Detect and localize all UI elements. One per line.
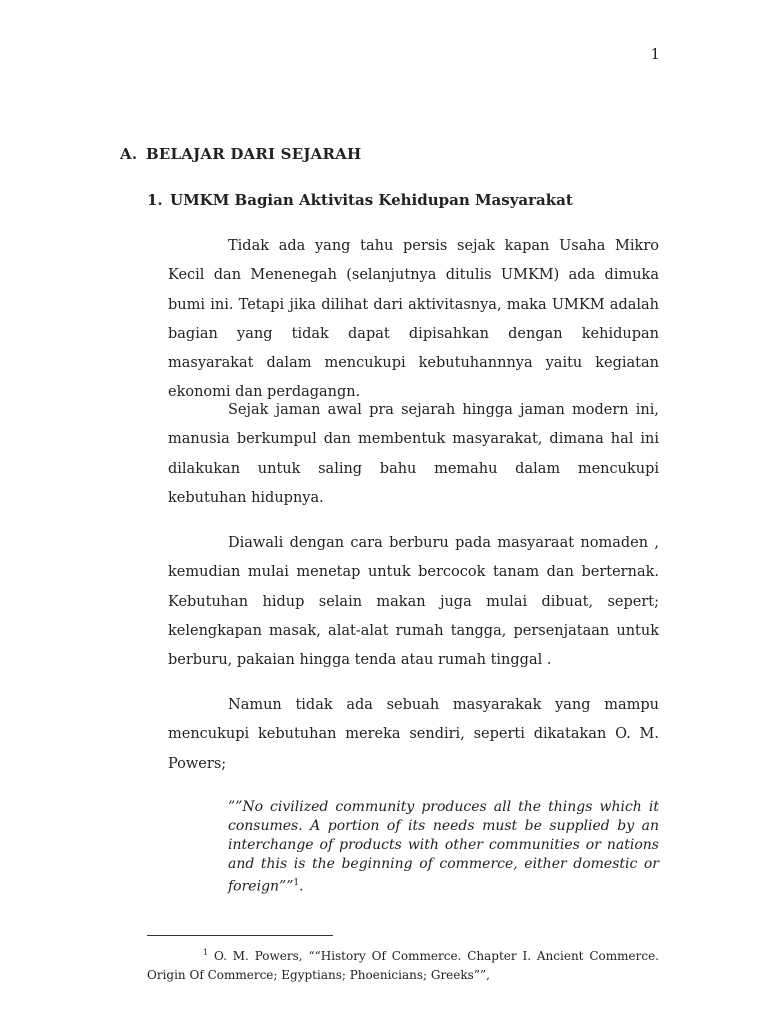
quote-text: ””No civilized community produces all the things which it consumes. A portion of its needs must be supplied by an interchange of products with other communities or nations and this is the beginning of commerce, either domestic or foreign”” [228,799,659,895]
paragraph-2: Sejak jaman awal pra sejarah hingga jaman modern ini, manusia berkumpul dan membentuk masyarakat, dimana hal ini dilakukan untuk saling bahu memahu dalam mencukupi kebutuhan hidupnya. [168,402,659,506]
subsection-heading [147,191,573,209]
section-heading [120,145,361,163]
paragraph-1: Tidak ada yang tahu persis sejak kapan Usaha Mikro Kecil dan Menenegah (selanjutnya ditulis UMKM) ada dimuka bumi ini. Tetapi jika dilihat dari aktivitasnya, maka UMKM adalah bagian yang tidak dapat dipisahkan dengan kehidupan masyarakat dalam mencukupi kebutuhannnya yaitu kegiatan ekonomi dan perdagangn. [168,238,659,401]
footnote-text: O. M. Powers, ““History Of Commerce. Chapter I. Ancient Commerce. Origin Of Commerce; Egyptians; Phoenicians; Greeks””, [147,949,659,982]
subsection-marker: 1. [147,191,163,209]
quote-end: . [299,878,304,895]
section-marker: A. [120,145,138,163]
footnote-reference[interactable]: 1 [293,878,300,888]
footnote-number: 1 [203,948,209,957]
block-quote [228,798,659,897]
section-title: BELAJAR DARI SEJARAH [146,145,362,163]
paragraph-3: Diawali dengan cara berburu pada masyaraat nomaden , kemudian mulai menetap untuk bercocok tanam dan berternak. Kebutuhan hidup selain makan juga mulai dibuat, sepert; kelengkapan masak, alat-alat rumah tangga, persenjataan untuk berburu, pakaian hingga tenda atau rumah tinggal . [168,535,659,669]
page-number: 1 [650,45,660,63]
footnote [147,943,659,985]
subsection-title: UMKM Bagian Aktivitas Kehidupan Masyarakat [170,191,573,209]
footnote-separator [147,935,333,936]
paragraph-4: Namun tidak ada sebuah masyarakak yang mampu mencukupi kebutuhan mereka sendiri, seperti dikatakan O. M. Powers; [168,697,659,772]
